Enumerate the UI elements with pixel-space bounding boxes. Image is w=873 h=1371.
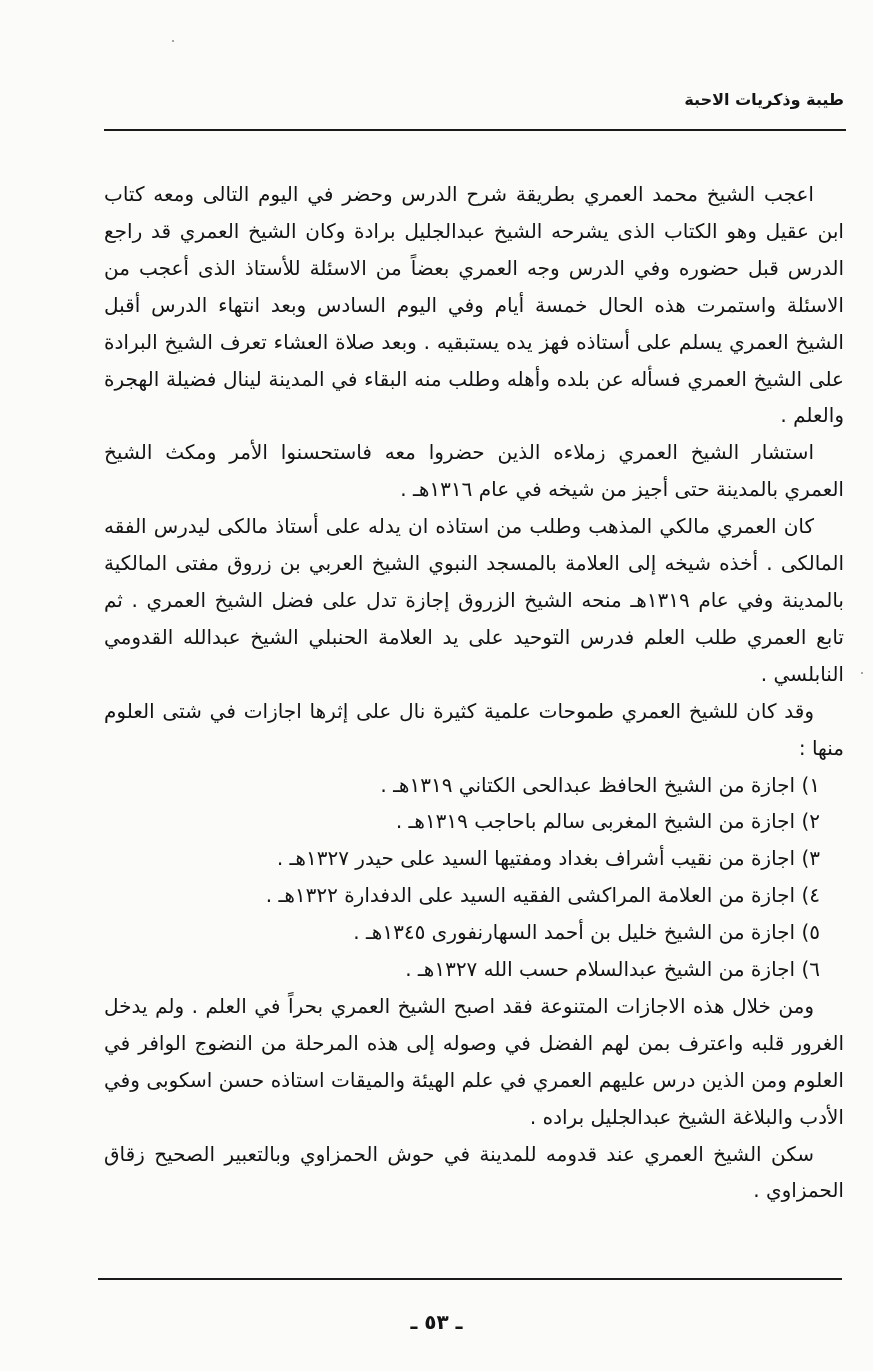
paragraph-5: ومن خلال هذه الاجازات المتنوعة فقد اصبح الشيخ العمري بحراً في العلم . ولم يدخل الغرور قلبه واعترف بمن لهم الفضل في وصوله إلى هذه المرحلة من النضوج الوافر في العلوم ومن الذين درس عليهم العمري في علم الهيئة والميقات استاذه حسن اسكوبى وفي الأدب والبلاغة الشيخ عبدالجليل براده .: [104, 993, 844, 1129]
paragraph-2: استشار الشيخ العمري زملاءه الذين حضروا معه فاستحسنوا الأمر ومكث الشيخ العمري بالمدينة حتى أجيز من شيخه في عام ١٣١٦هـ .: [104, 440, 844, 502]
scan-speck: [172, 40, 174, 42]
ijazat-list: [104, 767, 844, 988]
list-item: ٤) اجازة من العلامة المراكشى الفقيه السيد على الدفدارة ١٣٢٢هـ .: [265, 883, 820, 908]
footer-rule: [98, 1278, 842, 1280]
list-item: ٣) اجازة من نقيب أشراف بغداد ومفتيها السيد على حيدر ١٣٢٧هـ .: [276, 846, 820, 871]
page-number: ـ ٥٣ ـ: [410, 1310, 463, 1334]
scan-speck: [861, 672, 863, 674]
paragraph-3: كان العمري مالكي المذهب وطلب من استاذه ان يدله على أستاذ مالكى ليدرس الفقه المالكى . أخذه شيخه إلى العلامة بالمسجد النبوي الشيخ العربي بن زروق مفتى المالكية بالمدينة وفي عام ١٣١٩هـ منحه الشيخ الزروق إجازة تدل على فضل الشيخ العمري . ثم تابع العمري طلب العلم فدرس التوحيد على يد العلامة الحنبلي الشيخ عبدالله القدومي النابلسي .: [104, 514, 844, 686]
list-item: ١) اجازة من الشيخ الحافظ عبدالحى الكتاني ١٣١٩هـ .: [380, 772, 820, 797]
running-header: طيبة وذكريات الاحبة: [684, 90, 844, 109]
list-item: ٢) اجازة من الشيخ المغربى سالم باحاجب ١٣١٩هـ .: [395, 809, 820, 834]
list-item: ٦) اجازة من الشيخ عبدالسلام حسب الله ١٣٢٧هـ .: [405, 957, 820, 982]
header-rule: [104, 129, 846, 131]
paragraph-1: اعجب الشيخ محمد العمري بطريقة شرح الدرس وحضر في اليوم التالى ومعه كتاب ابن عقيل وهو الكتاب الذى يشرحه الشيخ عبدالجليل برادة وكان الشيخ العمري قد راجع الدرس قبل حضوره وفي الدرس وجه العمري بعضاً من الاسئلة للأستاذ الذى أعجب من الاسئلة واستمرت هذه الحال خمسة أيام وفي اليوم السادس وبعد انتهاء الدرس أقبل الشيخ العمري يسلم على أستاذه فهز يده يستبقيه . وبعد صلاة العشاء تعرف الشيخ البرادة على الشيخ العمري فسأله عن بلده وأهله وطلب منه البقاء في المدينة لينال فضيلة الهجرة والعلم .: [104, 182, 844, 428]
body-text: [104, 176, 844, 1209]
list-item: ٥) اجازة من الشيخ خليل بن أحمد السهارنفورى ١٣٤٥هـ .: [353, 920, 820, 945]
paragraph-4: وقد كان للشيخ العمري طموحات علمية كثيرة نال على إثرها اجازات في شتى العلوم منها :: [104, 698, 844, 760]
paragraph-6: سكن الشيخ العمري عند قدومه للمدينة في حوش الحمزاوي وبالتعبير الصحيح زقاق الحمزاوي .: [104, 1141, 844, 1203]
